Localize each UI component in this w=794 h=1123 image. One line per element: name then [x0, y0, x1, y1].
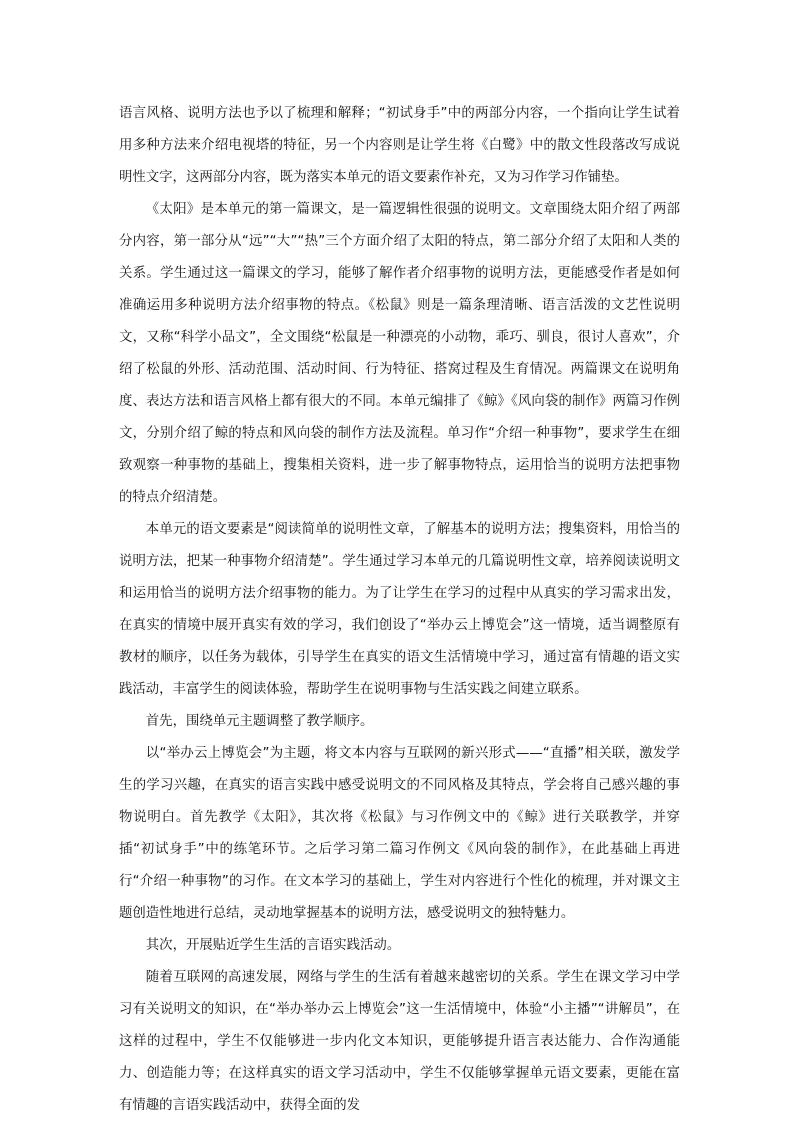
paragraph-continuation: 语言风格、说明方法也予以了梳理和解释；“初试身手”中的两部分内容，一个指向让学生试着用多种方法来介绍电视塔的特征，另一个内容则是让学生将《白鹭》中的散文性段落改写成说明性文字，这两部分内容，既为落实本单元的语文要素作补充，又为习作学习作铺垫。 [119, 106, 680, 185]
paragraph-language-elements: 本单元的语文要素是“阅读简单的说明性文章，了解基本的说明方法；搜集资料，用恰当的说明方法，把某一种事物介绍清楚”。学生通过学习本单元的几篇说明性文章，培养阅读说明文和运用恰当的说明方法介绍事物的能力。为了让学生在学习的过程中从真实的学习需求出发，在真实的情境中展开真实有效的学习，我们创设了“举办云上博览会”这一情境，适当调整原有教材的顺序，以任务为载体，引导学生在真实的语文生活情境中学习，通过富有情趣的语文实践活动，丰富学生的阅读体验，帮助学生在说明事物与生活实践之间建立联系。 [119, 522, 680, 697]
paragraph-second-detail: 随着互联网的高速发展，网络与学生的生活有着越来越密切的关系。学生在课文学习中学习有关说明文的知识，在“举办举办云上博览会”这一生活情境中，体验“小主播”“讲解员”，在这样的过程中，学生不仅能够进一步内化文本知识，更能够提升语言表达能力、合作沟通能力、创造能力等；在这样真实的语文学习活动中，学生不仅能够掌握单元语文要素，更能在富有情趣的言语实践活动中，获得全面的发 [119, 970, 680, 1113]
paragraph-lesson-overview: 《太阳》是本单元的第一篇课文，是一篇逻辑性很强的说明文。文章围绕太阳介绍了两部分内容，第一部分从“远”“大”“热”三个方面介绍了太阳的特点，第二部分介绍了太阳和人类的关系。学生通过这一篇课文的学习，能够了解作者介绍事物的说明方法，更能感受作者是如何准确运用多种说明方法介绍事物的特点。《松鼠》则是一篇条理清晰、语言活泼的文艺性说明文，又称“科学小品文”，全文围绕“松鼠是一种漂亮的小动物，乖巧、驯良，很讨人喜欢”，介绍了松鼠的外形、活动范围、活动时间、行为特征、搭窝过程及生育情况。两篇课文在说明角度、表达方法和语言风格上都有很大的不同。本单元编排了《鲸》《风向袋的制作》两篇习作例文，分别介绍了鲸的特点和风向袋的制作方法及流程。单习作“介绍一种事物”，要求学生在细致观察一种事物的基础上，搜集相关资料，进一步了解事物特点，运用恰当的说明方法把事物的特点介绍清楚。 [119, 202, 680, 505]
paragraph-first-point: 首先，围绕单元主题调整了教学顺序。 [145, 714, 374, 729]
paragraph-second-point: 其次，开展贴近学生生活的言语实践活动。 [145, 938, 401, 953]
paragraph-first-detail: 以“举办云上博览会”为主题，将文本内容与互联网的新兴形式——“直播”相关联，激发学生的学习兴趣，在真实的语言实践中感受说明文的不同风格及其特点，学会将自己感兴趣的事物说明白。首先教学《太阳》，其次将《松鼠》与习作例文中的《鲸》进行关联教学，并穿插“初试身手”中的练笔环节。之后学习第二篇习作例文《风向袋的制作》，在此基础上再进行“介绍一种事物”的习作。在文本学习的基础上，学生对内容进行个性化的梳理，并对课文主题创造性地进行总结，灵动地掌握基本的说明方法，感受说明文的独特魅力。 [119, 746, 680, 921]
document-page [119, 98, 680, 1122]
